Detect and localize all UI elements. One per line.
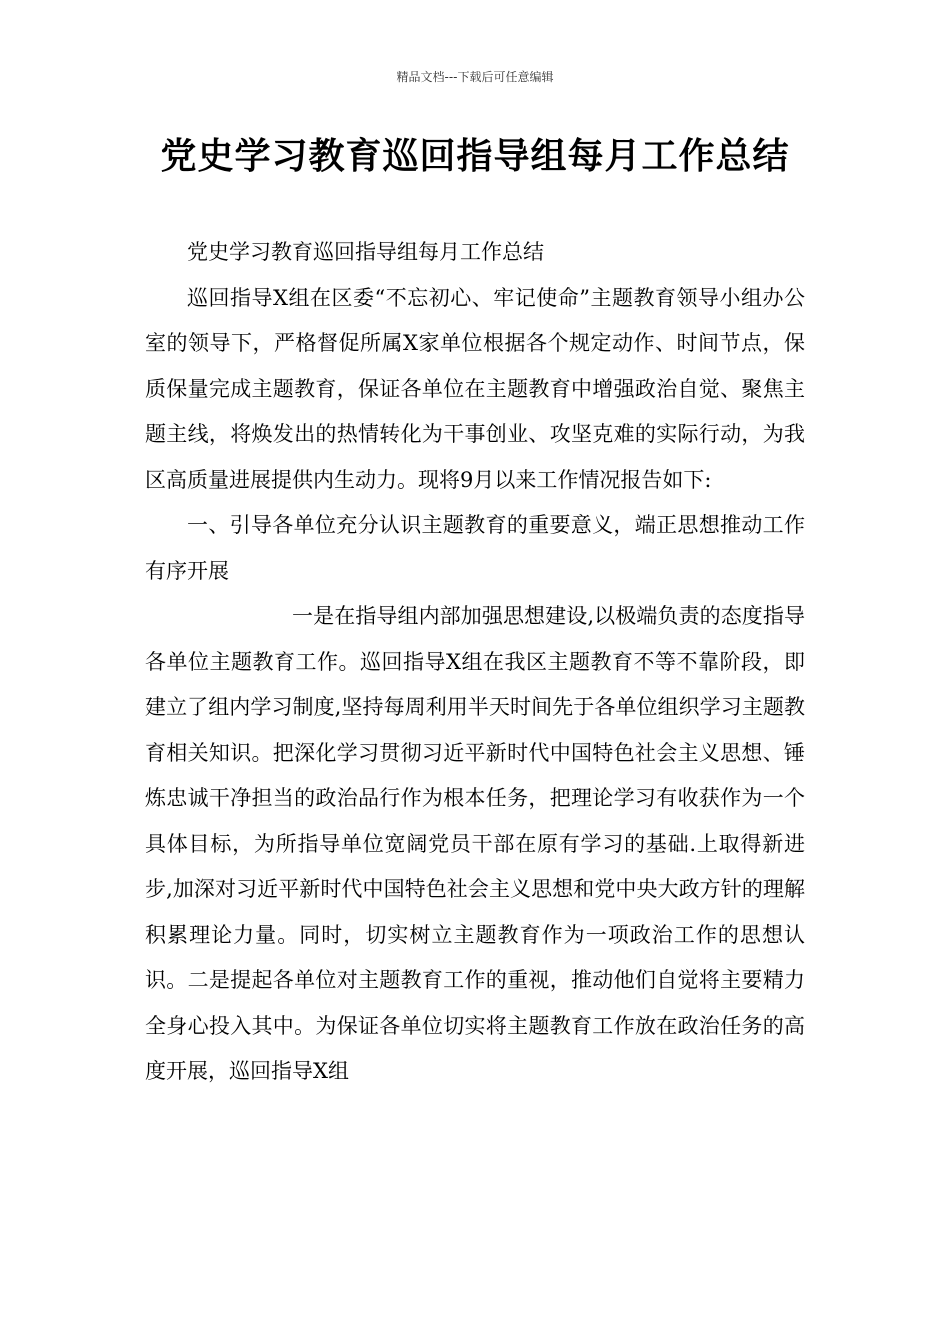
document-body [145,230,805,1095]
body-paragraph: 一是在指导组内部加强思想建设,以极端负责的态度指导各单位主题教育工作。巡回指导X组在我区主题教育不等不靠阶段，即建立了组内学习制度,坚持每周利用半天时间先于各单位组织学习主题教育相关知识。把深化学习贯彻习近平新时代中国特色社会主义思想、锤炼忠诚干净担当的政治品行作为根本任务，把理论学习有收获作为一个具体目标，为所指导单位宽阔党员干部在原有学习的基础.上取得新进步,加深对习近平新时代中国特色社会主义思想和党中央大政方针的理解积累理论力量。同时，切实树立主题教育作为一项政治工作的思想认识。二是提起各单位对主题教育工作的重视，推动他们自觉将主要精力全身心投入其中。为保证各单位切实将主题教育工作放在政治任务的高度开展，巡回指导X组 [145,604,805,1083]
section-heading: 一、引导各单位充分认识主题教育的重要意义，端正思想推动工作有序开展 [145,513,805,583]
intro-paragraph: 巡回指导X组在区委“不忘初心、牢记使命”主题教育领导小组办公室的领导下，严格督促所属X家单位根据各个规定动作、时间节点，保质保量完成主题教育，保证各单位在主题教育中增强政治自觉、聚焦主题主线，将焕发出的热情转化为干事创业、攻坚克难的实际行动，为我区高质量进展提供内生动力。现将9月以来工作情况报告如下: [145,285,805,492]
header-note: 精品文档---下载后可任意编辑 [396,70,554,84]
document-title: 党史学习教育巡回指导组每月工作总结 [160,136,790,177]
subtitle-paragraph: 党史学习教育巡回指导组每月工作总结 [187,240,544,264]
